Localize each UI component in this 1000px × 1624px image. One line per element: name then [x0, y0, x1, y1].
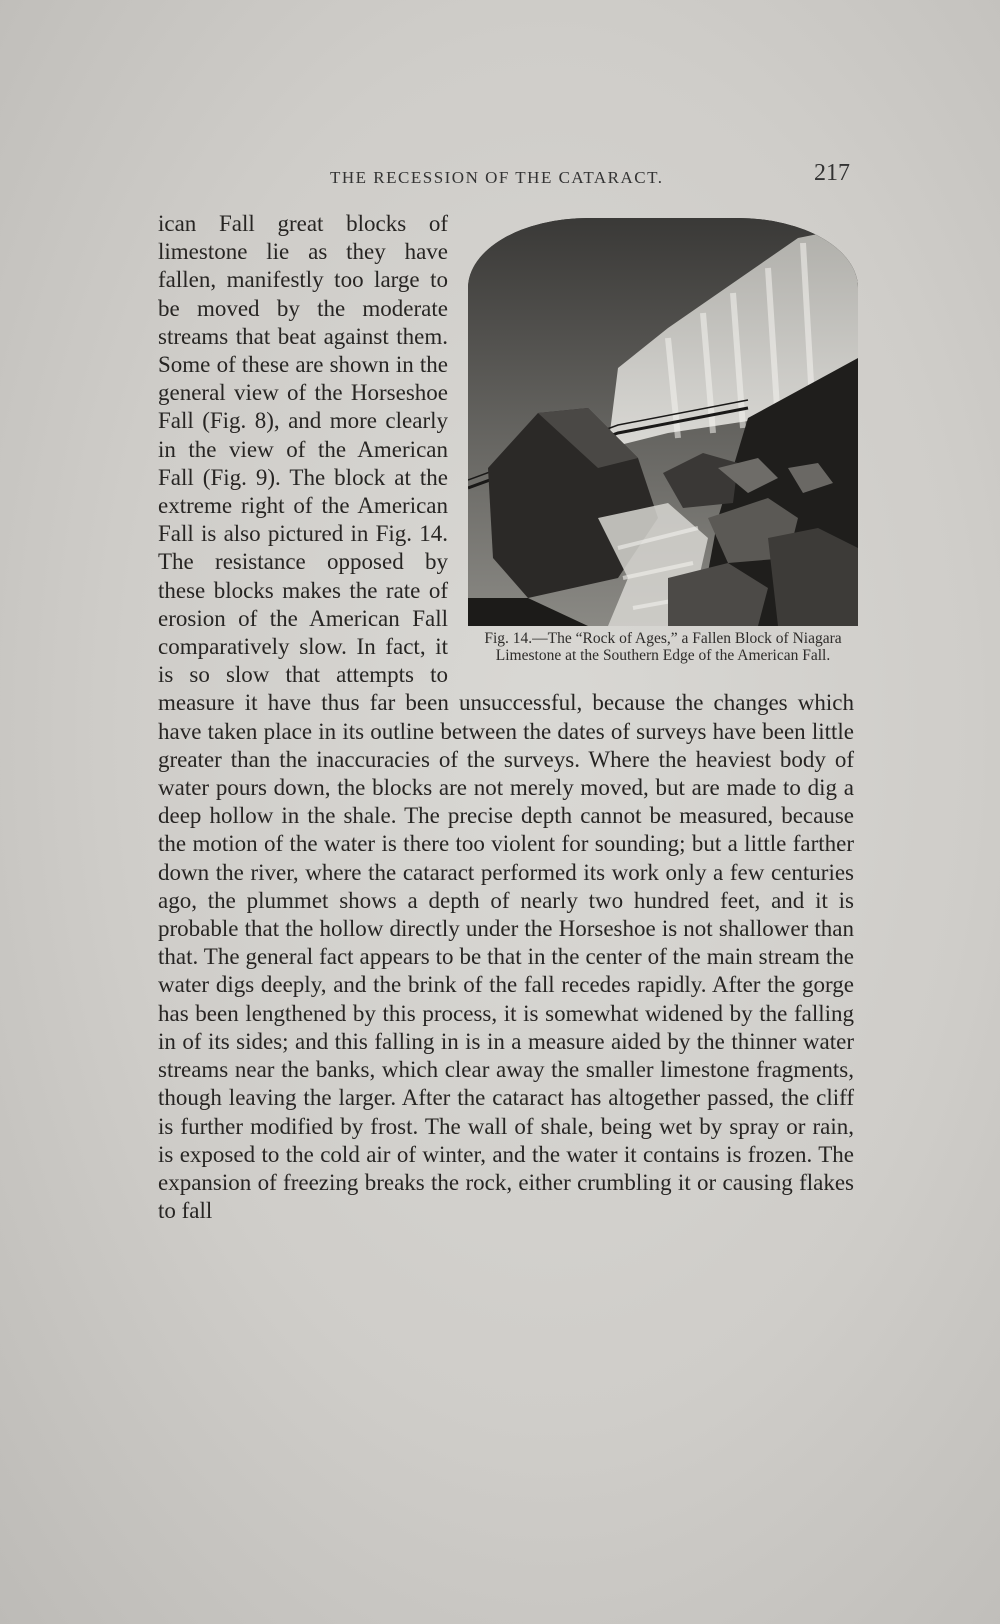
body-paragraph: ican Fall great blocks of limestone lie as they have fallen, manifestly too large to be moved by the moderate streams that beat against them. Some of these are shown in the general view of the Horseshoe Fall (Fig. 8), and more clearly in the view of the American Fall (Fig. 9). The block at the extreme right of the American Fall is also pictured in Fig. 14. The resistance opposed by these blocks makes the rate of erosion of the American Fall comparatively slow. In fact, it is so slow that attempts to measure it have thus far been unsuccessful, because the changes which have taken place in its outline between the dates of surveys have been little greater than the inaccuracies of the surveys. Where the heaviest body of water pours down, the blocks are not merely moved, but are made to dig a deep hollow in the shale. The precise depth cannot be measured, because the motion of the water is there too violent for sounding; but a little farther down the river, where the cataract performed its work only a few centuries ago, the plummet shows a depth of nearly two hundred feet, and it is probable that the hollow directly under the Horseshoe is not shallower than that. The general fact appears to be that in the center of the main stream the water digs deeply, and the brink of the fall recedes rapidly. After the gorge has been lengthened by this process, it is somewhat widened by the falling in of its sides; and this falling in is in a measure aided by the thinner water streams near the banks, which clear away the smaller limestone fragments, though leaving the larger. After the cataract has altogether passed, the cliff is further modified by frost. The wall of shale, being wet by spray or rain, is exposed to the cold air of winter, and the water it contains is frozen. The expansion of freezing breaks the rock, either crumbling it or causing flakes to fall: [158, 211, 854, 1224]
page-number: 217: [814, 160, 850, 186]
body-text-block: [158, 210, 854, 1225]
waterfall-photo: [468, 218, 858, 626]
rock-of-ages-illustration: [468, 218, 858, 626]
figure-caption: Fig. 14.—The “Rock of Ages,” a Fallen Block of Niagara Limestone at the Southern Edge of the American Fall.: [484, 630, 842, 664]
running-head: THE RECESSION OF THE CATARACT.: [330, 168, 664, 187]
figure-14: [468, 218, 858, 664]
page-header: [330, 160, 850, 190]
